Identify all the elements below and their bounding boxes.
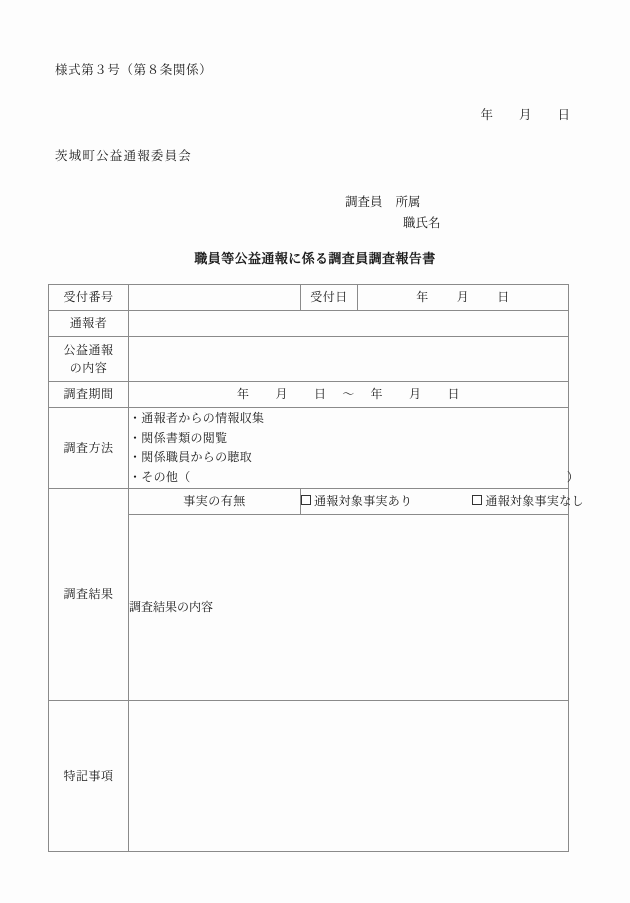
fact-option-yes-label[interactable]: 通報対象事実あり: [314, 494, 413, 508]
method-field: [129, 408, 579, 489]
method-other-row: [129, 468, 624, 488]
period-from-month: 月: [275, 387, 288, 401]
receipt-date-day: 日: [497, 290, 510, 304]
document-date-line: [0, 105, 570, 123]
receipt-date-year: 年: [416, 290, 429, 304]
receipt-number-field[interactable]: [129, 285, 301, 311]
addressee: 茨城町公益通報委員会: [55, 149, 193, 163]
report-content-label-line2: の内容: [69, 361, 108, 375]
fact-options: [301, 489, 584, 515]
report-content-field[interactable]: [129, 337, 569, 382]
report-table-wrapper: [48, 284, 584, 852]
document-title: 職員等公益通報に係る調査員調査報告書: [194, 251, 436, 266]
period-field[interactable]: [129, 382, 569, 408]
result-content-label: 調査結果の内容: [129, 600, 214, 614]
table-row: [49, 285, 569, 311]
period-tilde: 〜: [342, 387, 355, 401]
remarks-field[interactable]: [129, 701, 569, 852]
fact-presence-label: 事実の有無: [129, 489, 301, 515]
table-row: [49, 311, 569, 337]
table-row: [49, 337, 569, 382]
result-label: 調査結果: [49, 489, 129, 701]
receipt-date-month: 月: [456, 290, 470, 304]
period-from-day: 日: [313, 387, 327, 401]
fact-option-no-label[interactable]: 通報対象事実なし: [485, 494, 584, 508]
report-table: [48, 284, 584, 852]
reporter-label: 通報者: [49, 311, 129, 337]
signer-block: [345, 192, 441, 234]
checkbox-fact-yes-icon[interactable]: [301, 495, 311, 505]
method-list: [129, 409, 579, 487]
checkbox-fact-no-icon[interactable]: [472, 495, 482, 505]
signer-role: 調査員: [345, 195, 383, 209]
reporter-field[interactable]: [129, 311, 569, 337]
period-to-year: 年: [370, 387, 384, 401]
period-to-day: 日: [447, 387, 461, 401]
table-row: [49, 382, 569, 408]
form-number: 様式第３号（第８条関係）: [55, 63, 213, 77]
method-item[interactable]: ・関係書類の閲覧: [129, 430, 228, 445]
date-year: 年: [480, 108, 493, 122]
method-other-suffix: ）: [566, 469, 579, 484]
method-other-prefix: ・その他（: [129, 469, 191, 484]
period-to-month: 月: [409, 387, 422, 401]
period-label: 調査期間: [49, 382, 129, 408]
receipt-number-label: 受付番号: [49, 285, 129, 311]
report-content-label: [49, 337, 129, 382]
receipt-date-label: 受付日: [301, 285, 358, 311]
method-item-other[interactable]: [129, 468, 579, 488]
signer-affiliation: 所属: [395, 195, 421, 209]
date-month: 月: [518, 108, 532, 122]
table-row: [49, 701, 569, 852]
signer-role-row: [345, 192, 441, 213]
remarks-label: 特記事項: [49, 701, 129, 852]
report-content-label-line1: 公益通報: [63, 343, 114, 357]
date-day: 日: [557, 108, 570, 122]
table-row: [49, 408, 569, 489]
result-content-field[interactable]: [129, 515, 569, 701]
table-row: [49, 489, 569, 515]
method-label: 調査方法: [49, 408, 129, 489]
receipt-date-field[interactable]: [358, 285, 569, 311]
period-from-year: 年: [236, 387, 250, 401]
signer-name-row: [345, 213, 441, 234]
signer-name-title: 職氏名: [403, 216, 441, 230]
method-item[interactable]: ・通報者からの情報収集: [129, 411, 265, 425]
method-item[interactable]: ・関係職員からの聴取: [129, 450, 253, 464]
